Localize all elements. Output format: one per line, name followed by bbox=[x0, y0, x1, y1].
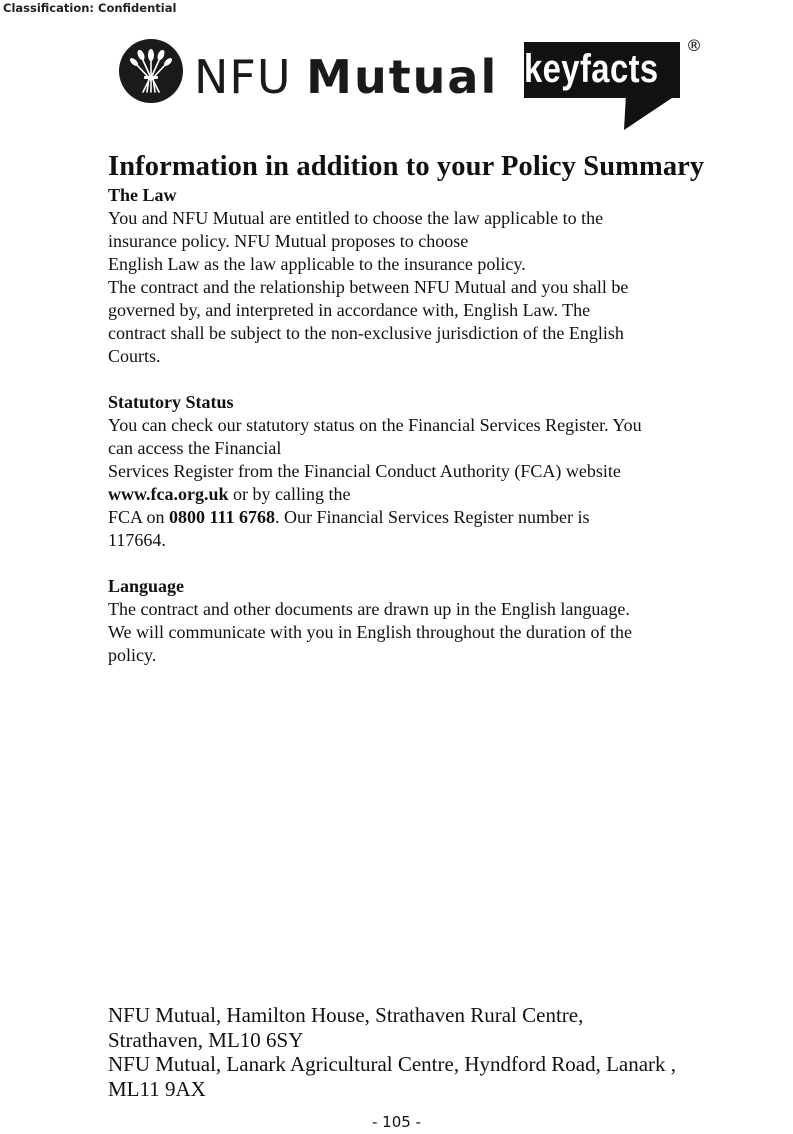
paragraph-line: Courts. bbox=[108, 346, 161, 366]
paragraph-line: contract shall be subject to the non-exclusive jurisdiction of the English bbox=[108, 323, 624, 343]
paragraph-line: You and NFU Mutual are entitled to choose the law applicable to the bbox=[108, 208, 604, 228]
fca-phone-number: 0800 111 6768 bbox=[169, 507, 276, 527]
address-line: ML11 9AX bbox=[108, 1076, 206, 1101]
registered-mark: ® bbox=[686, 36, 702, 55]
paragraph-line: You can check our statutory status on the Financial Services Register. You bbox=[108, 415, 642, 435]
paragraph-line bbox=[108, 483, 718, 506]
text-run: or by calling the bbox=[228, 484, 351, 504]
text-run: FCA on bbox=[108, 507, 170, 527]
paragraph-line: We will communicate with you in English throughout the duration of the bbox=[108, 622, 632, 642]
paragraph-line: The contract and the relationship between NFU Mutual and you shall be bbox=[108, 277, 629, 297]
paragraph-line: The contract and other documents are drawn up in the English language. bbox=[108, 599, 630, 619]
keyfacts-label: keyfacts bbox=[524, 47, 659, 91]
section-heading: Language bbox=[108, 576, 185, 596]
paragraph-line: governed by, and interpreted in accordance with, English Law. The bbox=[108, 300, 591, 320]
section-heading: The Law bbox=[108, 185, 177, 205]
address-line: NFU Mutual, Lanark Agricultural Centre, Hyndford Road, Lanark , bbox=[108, 1052, 677, 1076]
paragraph-line: English Law as the law applicable to the insurance policy. bbox=[108, 254, 526, 274]
brand-wordmark bbox=[194, 52, 498, 102]
brand-nfu: NFU bbox=[194, 50, 292, 104]
address-line: NFU Mutual, Hamilton House, Strathaven Rural Centre, bbox=[108, 1003, 584, 1027]
section-statutory-status bbox=[108, 391, 718, 552]
speech-tail-icon bbox=[618, 94, 678, 130]
section-heading: Statutory Status bbox=[108, 392, 234, 412]
header-logo bbox=[118, 28, 718, 130]
paragraph-line: 117664. bbox=[108, 530, 166, 550]
address-line: Strathaven, ML10 6SY bbox=[108, 1027, 304, 1052]
wheatsheaf-emblem-icon bbox=[118, 38, 184, 104]
main-content bbox=[108, 150, 718, 667]
brand-mutual: Mutual bbox=[306, 50, 499, 104]
section-language bbox=[108, 575, 718, 667]
paragraph-line: Services Register from the Financial Conduct Authority (FCA) website bbox=[108, 461, 621, 481]
text-run: . Our Financial Services Register number is bbox=[275, 507, 590, 527]
page-title: Information in addition to your Policy Summary bbox=[108, 151, 705, 182]
paragraph-line: insurance policy. NFU Mutual proposes to choose bbox=[108, 231, 469, 251]
footer-address bbox=[108, 1003, 738, 1101]
section-the-law bbox=[108, 184, 718, 368]
keyfacts-logo bbox=[524, 28, 712, 130]
classification-label: Classification: Confidential bbox=[3, 1, 177, 15]
fca-website-link[interactable]: www.fca.org.uk bbox=[108, 484, 229, 504]
paragraph-line: can access the Financial bbox=[108, 438, 282, 458]
paragraph-line: policy. bbox=[108, 645, 157, 665]
page-number: - 105 - bbox=[372, 1113, 421, 1131]
paragraph-line bbox=[108, 506, 718, 529]
